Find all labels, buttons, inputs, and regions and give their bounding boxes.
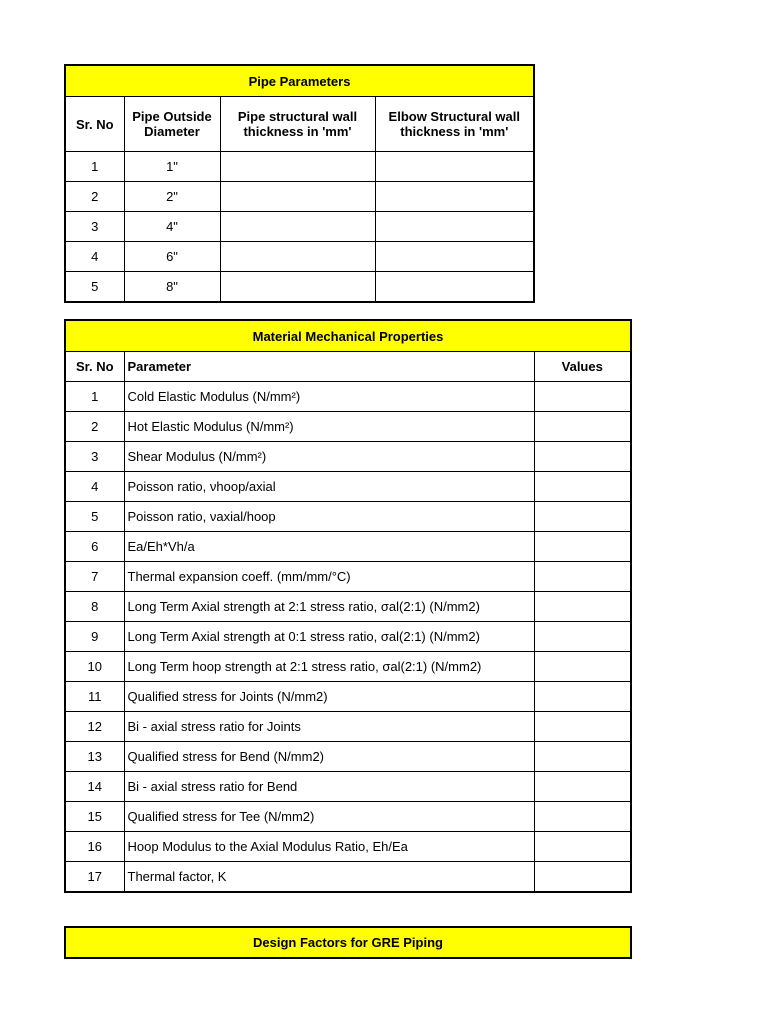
sr-no-cell: 4 (65, 472, 124, 502)
pipe-wall-cell[interactable] (220, 152, 375, 182)
col-header-parameter: Parameter (124, 352, 534, 382)
value-cell[interactable] (534, 502, 631, 532)
diameter-cell: 8" (124, 272, 220, 303)
sr-no-cell: 5 (65, 272, 124, 303)
value-cell[interactable] (534, 592, 631, 622)
col-header-values: Values (534, 352, 631, 382)
parameter-cell: Shear Modulus (N/mm²) (124, 442, 534, 472)
sr-no-cell: 7 (65, 562, 124, 592)
table-row (65, 802, 631, 832)
value-cell[interactable] (534, 412, 631, 442)
sr-no-cell: 14 (65, 772, 124, 802)
sr-no-cell: 6 (65, 532, 124, 562)
col-header-outside-diameter: Pipe Outside Diameter (124, 97, 220, 152)
parameter-cell: Qualified stress for Joints (N/mm2) (124, 682, 534, 712)
design-factors-table (64, 926, 632, 959)
table-row (65, 832, 631, 862)
col-header-sr-no: Sr. No (65, 352, 124, 382)
table-row (65, 682, 631, 712)
sr-no-cell: 10 (65, 652, 124, 682)
value-cell[interactable] (534, 652, 631, 682)
sr-no-cell: 3 (65, 212, 124, 242)
table-row (65, 212, 534, 242)
value-cell[interactable] (534, 382, 631, 412)
table-row (65, 472, 631, 502)
table-row (65, 412, 631, 442)
table-row (65, 592, 631, 622)
parameter-cell: Ea/Eh*Vh/a (124, 532, 534, 562)
sr-no-cell: 15 (65, 802, 124, 832)
sr-no-cell: 5 (65, 502, 124, 532)
diameter-cell: 1" (124, 152, 220, 182)
value-cell[interactable] (534, 712, 631, 742)
sr-no-cell: 1 (65, 152, 124, 182)
table-row (65, 182, 534, 212)
value-cell[interactable] (534, 802, 631, 832)
value-cell[interactable] (534, 442, 631, 472)
parameter-cell: Poisson ratio, νaxial/hoop (124, 502, 534, 532)
value-cell[interactable] (534, 532, 631, 562)
parameter-cell: Long Term Axial strength at 0:1 stress ratio, σal(2:1) (N/mm2) (124, 622, 534, 652)
sr-no-cell: 2 (65, 412, 124, 442)
sr-no-cell: 12 (65, 712, 124, 742)
col-header-pipe-wall: Pipe structural wall thickness in 'mm' (220, 97, 375, 152)
pipe-parameters-title: Pipe Parameters (65, 65, 534, 97)
parameter-cell: Qualified stress for Bend (N/mm2) (124, 742, 534, 772)
parameter-cell: Thermal expansion coeff. (mm/mm/°C) (124, 562, 534, 592)
sr-no-cell: 17 (65, 862, 124, 893)
parameter-cell: Hot Elastic Modulus (N/mm²) (124, 412, 534, 442)
parameter-cell: Cold Elastic Modulus (N/mm²) (124, 382, 534, 412)
sr-no-cell: 13 (65, 742, 124, 772)
table-row (65, 622, 631, 652)
table-row (65, 862, 631, 893)
diameter-cell: 6" (124, 242, 220, 272)
col-header-sr-no: Sr. No (65, 97, 124, 152)
parameter-cell: Thermal factor, K (124, 862, 534, 893)
parameter-cell: Hoop Modulus to the Axial Modulus Ratio, Eh/Ea (124, 832, 534, 862)
table-row (65, 242, 534, 272)
elbow-wall-cell[interactable] (375, 152, 534, 182)
table-row (65, 272, 534, 303)
sr-no-cell: 1 (65, 382, 124, 412)
sr-no-cell: 9 (65, 622, 124, 652)
elbow-wall-cell[interactable] (375, 242, 534, 272)
value-cell[interactable] (534, 682, 631, 712)
value-cell[interactable] (534, 862, 631, 893)
sr-no-cell: 11 (65, 682, 124, 712)
sr-no-cell: 16 (65, 832, 124, 862)
sr-no-cell: 4 (65, 242, 124, 272)
elbow-wall-cell[interactable] (375, 212, 534, 242)
table-row (65, 532, 631, 562)
elbow-wall-cell[interactable] (375, 272, 534, 303)
table-row (65, 442, 631, 472)
sr-no-cell: 8 (65, 592, 124, 622)
sr-no-cell: 3 (65, 442, 124, 472)
parameter-cell: Poisson ratio, νhoop/axial (124, 472, 534, 502)
value-cell[interactable] (534, 832, 631, 862)
pipe-parameters-table (64, 64, 535, 303)
table-row (65, 742, 631, 772)
parameter-cell: Qualified stress for Tee (N/mm2) (124, 802, 534, 832)
table-row (65, 502, 631, 532)
pipe-wall-cell[interactable] (220, 212, 375, 242)
value-cell[interactable] (534, 622, 631, 652)
parameter-cell: Long Term hoop strength at 2:1 stress ratio, σal(2:1) (N/mm2) (124, 652, 534, 682)
material-properties-table (64, 319, 632, 893)
elbow-wall-cell[interactable] (375, 182, 534, 212)
diameter-cell: 4" (124, 212, 220, 242)
table-row (65, 152, 534, 182)
table-row (65, 652, 631, 682)
value-cell[interactable] (534, 742, 631, 772)
pipe-wall-cell[interactable] (220, 272, 375, 303)
value-cell[interactable] (534, 562, 631, 592)
parameter-cell: Bi - axial stress ratio for Joints (124, 712, 534, 742)
table-row (65, 382, 631, 412)
table-row (65, 562, 631, 592)
table-row (65, 772, 631, 802)
parameter-cell: Long Term Axial strength at 2:1 stress ratio, σal(2:1) (N/mm2) (124, 592, 534, 622)
col-header-elbow-wall: Elbow Structural wall thickness in 'mm' (375, 97, 534, 152)
value-cell[interactable] (534, 472, 631, 502)
design-factors-title: Design Factors for GRE Piping (65, 927, 631, 958)
pipe-wall-cell[interactable] (220, 182, 375, 212)
value-cell[interactable] (534, 772, 631, 802)
table-row (65, 712, 631, 742)
parameter-cell: Bi - axial stress ratio for Bend (124, 772, 534, 802)
material-properties-title: Material Mechanical Properties (65, 320, 631, 352)
diameter-cell: 2" (124, 182, 220, 212)
sr-no-cell: 2 (65, 182, 124, 212)
pipe-wall-cell[interactable] (220, 242, 375, 272)
